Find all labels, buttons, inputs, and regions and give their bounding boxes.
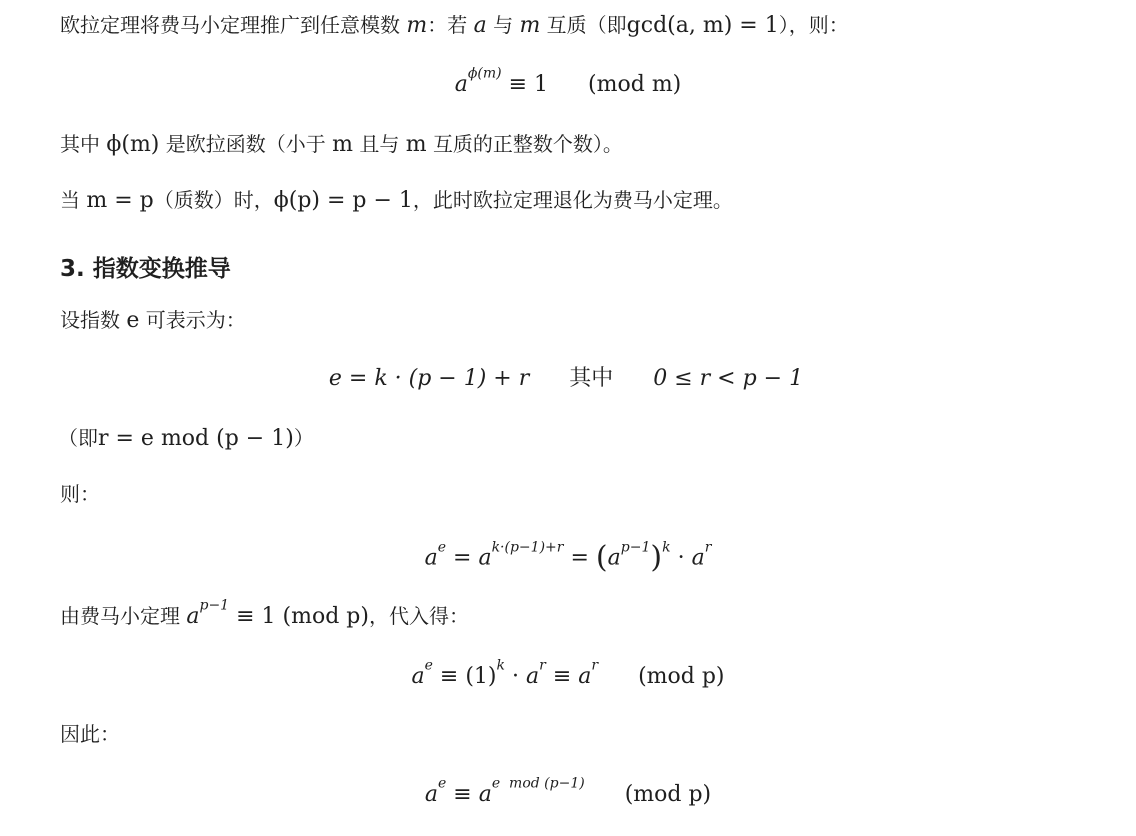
euler-theorem-equation [0,65,1136,102]
expansion-equation [0,541,1136,576]
intro-text-4: 互质（即 [546,13,627,37]
math-phi-m: ϕ(m) [106,132,160,157]
p4-text-2: 可表示为： [145,308,246,332]
sub-mod: (mod p) [638,664,725,689]
expand-base-3: a [607,545,621,571]
euler-base: a [454,72,468,97]
p7-text-2: ，代入得： [368,604,469,628]
p2-text-2: 是欧拉函数（小于 [165,132,326,156]
sub-sup-1: e [424,657,433,674]
expand-sup-3: p−1 [620,539,651,556]
p7-rest: ≡ 1 (mod p) [236,604,369,629]
p5-open: （即 [58,426,98,450]
expand-rparen: ) [650,540,663,575]
math-gcd: gcd(a, m) = 1 [626,13,779,38]
math-phi-p: ϕ(p) = p − 1 [273,188,413,213]
exponent-paragraph [60,306,246,335]
decomp-rhs: 0 ≤ r < p − 1 [653,366,804,391]
math-a: a [473,13,487,38]
sub-eq-2: ≡ [552,664,572,689]
sub-eq-1: ≡ (1) [439,664,497,689]
expand-base-4: a [691,545,705,571]
p6-text: 则： [60,482,100,506]
expand-eq-2: = [570,545,589,571]
math-e: e [126,308,140,333]
therefore-paragraph [60,720,120,748]
expand-dot: · [677,545,685,571]
intro-text-5: ），则： [778,13,849,37]
intro-text-1: 欧拉定理将费马小定理推广到任意模数 [60,13,400,37]
expand-sup-1: e [437,539,447,556]
p7-base: a [186,604,200,629]
expand-sup-2: k·(p−1)+r [491,539,564,556]
then-paragraph [60,480,100,508]
intro-paragraph [60,11,849,40]
euler-mod: (mod m) [588,72,682,97]
prime-paragraph [60,186,733,215]
math-m: m [406,13,428,38]
remainder-paragraph [58,424,314,453]
p2-text-1: 其中 [60,132,100,156]
p2-text-3: 且与 [359,132,400,156]
phi-paragraph [60,130,623,159]
final-equation [0,775,1136,812]
expand-eq-1: = [453,545,472,571]
final-eq: ≡ [453,782,472,807]
p5-close: ） [293,426,314,450]
sub-base-2: a [525,664,540,689]
final-sup-1: e [438,775,447,792]
p4-text-1: 设指数 [60,308,120,332]
math-remainder: r = e mod (p − 1) [98,426,294,451]
final-mod: (mod p) [624,782,712,807]
p3-text-2: （质数）时， [153,188,274,212]
section-heading: 3. 指数变换推导 [60,256,231,282]
euler-congruence: ≡ 1 [508,72,549,97]
sub-sup-4: r [591,657,599,674]
fermat-paragraph [60,597,469,631]
math-m-2: m [519,13,541,38]
euler-exponent: ϕ(m) [467,65,502,82]
expand-base-2: a [478,545,492,571]
intro-text-2: ：若 [427,13,468,37]
expand-base-1: a [424,545,438,571]
math-m-3: m [332,132,353,157]
decomp-lhs: e = k · (p − 1) + r [328,366,530,391]
decomposition-equation [0,362,1134,396]
final-base-2: a [478,782,492,807]
p3-text-1: 当 [60,188,80,212]
expand-lparen: ( [595,540,608,575]
sub-sup-2: k [496,657,505,674]
p8-text: 因此： [60,722,120,746]
expand-sup-5: r [704,539,712,556]
p7-sup: p−1 [199,597,230,614]
expand-sup-4: k [662,539,671,556]
math-m-eq-p: m = p [86,188,154,213]
sub-sup-3: r [539,657,546,674]
sub-base-3: a [578,664,592,689]
substitution-equation [0,657,1136,694]
p7-text-1: 由费马小定理 [60,604,180,628]
decomp-mid: 其中 [569,366,614,391]
sub-base-1: a [411,664,425,689]
intro-text-3: 与 [493,13,514,37]
p3-text-3: ，此时欧拉定理退化为费马小定理。 [412,188,733,212]
math-m-4: m [405,132,427,157]
p2-text-4: 互质的正整数个数）。 [432,132,623,156]
final-sup-2: e mod (p−1) [491,775,585,792]
sub-dot: · [511,664,519,689]
final-base-1: a [424,782,438,807]
